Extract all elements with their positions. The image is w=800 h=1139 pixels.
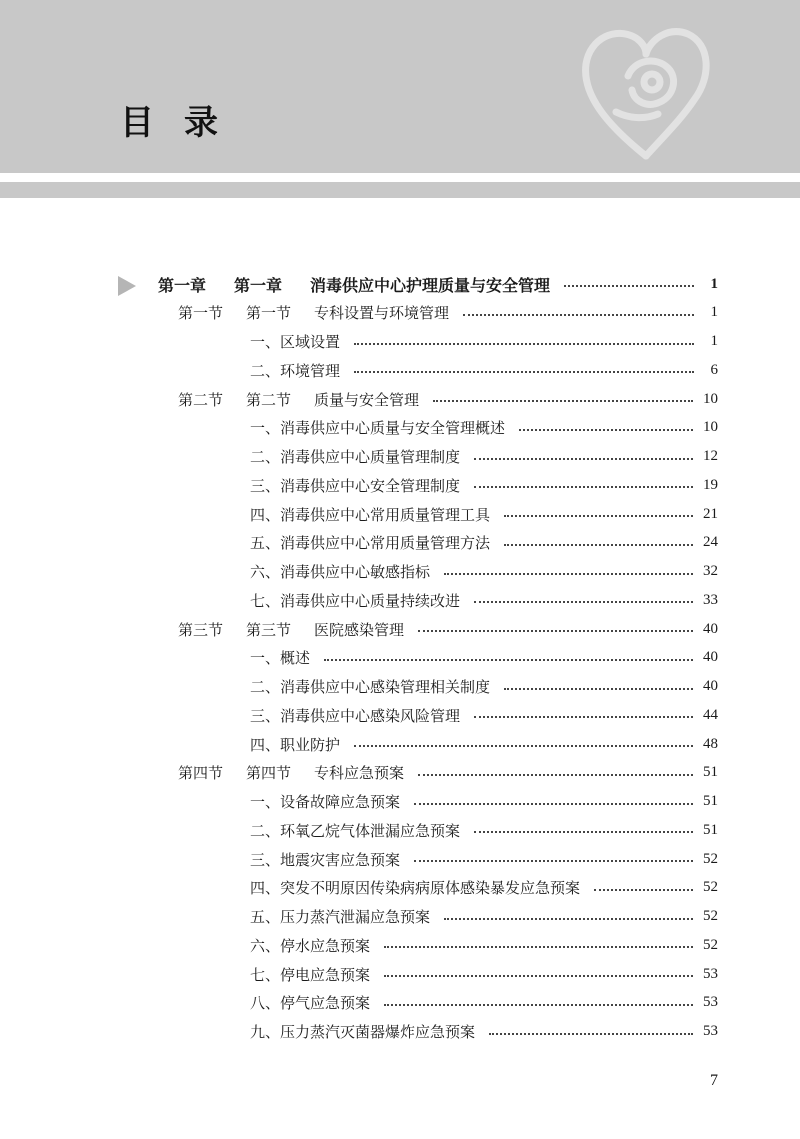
page-ref: 40 xyxy=(703,649,718,666)
toc-item[interactable] xyxy=(250,531,718,555)
item-title: 四、职业防护 xyxy=(250,735,341,754)
toc-item[interactable] xyxy=(250,732,718,756)
toc-section[interactable] xyxy=(178,761,718,785)
item-title: 一、消毒供应中心质量与安全管理概述 xyxy=(250,419,506,438)
dot-leader xyxy=(474,486,693,488)
page-ref: 21 xyxy=(703,505,718,522)
section-number: 第一节 xyxy=(246,304,292,323)
item-title: 八、停气应急预案 xyxy=(250,994,371,1013)
page-ref: 51 xyxy=(703,793,718,809)
dot-leader xyxy=(564,285,694,287)
item-title: 五、压力蒸汽泄漏应急预案 xyxy=(250,908,431,926)
page-ref: 52 xyxy=(703,908,718,924)
dot-leader xyxy=(519,429,693,431)
item-title: 三、地震灾害应急预案 xyxy=(250,850,401,869)
section-number: 第一节 xyxy=(178,304,224,323)
page-ref: 40 xyxy=(703,620,718,637)
dot-leader xyxy=(384,975,693,977)
toc-item[interactable] xyxy=(250,818,718,842)
page-ref: 44 xyxy=(703,706,718,723)
item-title: 三、消毒供应中心感染风险管理 xyxy=(250,706,461,725)
dot-leader xyxy=(354,371,694,373)
page-ref: 52 xyxy=(703,879,718,896)
section-title: 专科应急预案 xyxy=(314,764,405,783)
item-title: 三、消毒供应中心安全管理制度 xyxy=(250,476,461,495)
chapter-marker-arrow-icon xyxy=(118,276,136,296)
toc-item[interactable] xyxy=(250,905,718,929)
section-number: 第三节 xyxy=(246,620,292,639)
page-ref: 48 xyxy=(703,735,718,752)
page-ref: 1 xyxy=(710,275,718,292)
page-ref: 1 xyxy=(710,304,718,321)
dot-leader xyxy=(418,630,693,632)
item-title: 二、消毒供应中心质量管理制度 xyxy=(250,448,461,466)
toc-item[interactable] xyxy=(250,1020,718,1044)
dot-leader xyxy=(384,1004,693,1006)
page-ref: 53 xyxy=(703,1023,718,1039)
section-number: 第二节 xyxy=(246,390,292,409)
page-ref: 1 xyxy=(710,333,718,349)
item-title: 六、消毒供应中心敏感指标 xyxy=(250,563,431,581)
dot-leader xyxy=(504,544,693,546)
page-ref: 32 xyxy=(703,563,718,579)
toc-item[interactable] xyxy=(250,358,718,382)
item-title: 四、突发不明原因传染病病原体感染暴发应急预案 xyxy=(250,879,581,898)
page-number: 7 xyxy=(710,1072,718,1089)
dot-leader xyxy=(384,946,693,948)
item-title: 一、概述 xyxy=(250,649,311,668)
dot-leader xyxy=(474,831,693,833)
toc-item[interactable] xyxy=(250,962,718,986)
item-title: 二、环氧乙烷气体泄漏应急预案 xyxy=(250,821,461,840)
dot-leader xyxy=(433,400,693,402)
item-title: 二、环境管理 xyxy=(250,361,341,380)
page-ref: 19 xyxy=(703,476,718,493)
dot-leader xyxy=(414,803,693,805)
dot-leader xyxy=(474,601,693,603)
chapter-title: 消毒供应中心护理质量与安全管理 xyxy=(310,275,551,295)
dot-leader xyxy=(463,314,694,316)
toc-item[interactable] xyxy=(250,502,718,526)
toc-item[interactable] xyxy=(250,445,718,469)
page-ref: 51 xyxy=(703,764,718,781)
toc-item[interactable] xyxy=(250,847,718,871)
dot-leader xyxy=(489,1033,693,1035)
toc-item[interactable] xyxy=(250,416,718,440)
section-title: 医院感染管理 xyxy=(314,620,405,639)
item-title: 九、压力蒸汽灭菌器爆炸应急预案 xyxy=(250,1023,476,1041)
dot-leader xyxy=(444,918,693,920)
section-number: 第二节 xyxy=(178,390,224,409)
toc-item[interactable] xyxy=(250,991,718,1015)
toc-item[interactable] xyxy=(250,473,718,497)
toc-item[interactable] xyxy=(250,933,718,957)
dot-leader xyxy=(418,774,693,776)
page-ref: 24 xyxy=(703,534,718,551)
toc-chapter[interactable] xyxy=(158,272,718,296)
chapter-number: 第一章 xyxy=(158,275,207,295)
page-ref: 40 xyxy=(703,678,718,694)
dot-leader xyxy=(414,860,693,862)
section-number: 第三节 xyxy=(178,620,224,639)
page-ref: 53 xyxy=(703,965,718,982)
item-title: 六、停水应急预案 xyxy=(250,936,371,955)
page-ref: 33 xyxy=(703,591,718,608)
page-ref: 10 xyxy=(703,390,718,407)
page-ref: 53 xyxy=(703,994,718,1011)
section-title: 质量与安全管理 xyxy=(314,390,420,409)
page-ref: 12 xyxy=(703,448,718,464)
toc-section[interactable] xyxy=(178,617,718,641)
dot-leader xyxy=(474,716,693,718)
page-title: 目录 xyxy=(120,103,248,143)
toc-item[interactable] xyxy=(250,588,718,612)
dot-leader xyxy=(594,889,693,891)
item-title: 一、区域设置 xyxy=(250,333,341,351)
page-ref: 52 xyxy=(703,850,718,867)
item-title: 七、停电应急预案 xyxy=(250,965,371,984)
dot-leader xyxy=(504,515,693,517)
toc-item[interactable] xyxy=(250,646,718,670)
toc-section[interactable] xyxy=(178,387,718,411)
header-stripe xyxy=(0,182,800,198)
item-title: 二、消毒供应中心感染管理相关制度 xyxy=(250,678,491,696)
toc-item[interactable] xyxy=(250,330,718,354)
item-title: 七、消毒供应中心质量持续改进 xyxy=(250,591,461,610)
item-title: 四、消毒供应中心常用质量管理工具 xyxy=(250,505,491,524)
section-title: 专科设置与环境管理 xyxy=(314,304,450,323)
chapter-number: 第一章 xyxy=(234,275,283,295)
page-ref: 10 xyxy=(703,419,718,436)
dot-leader xyxy=(354,343,694,345)
dot-leader xyxy=(324,659,693,661)
toc-item[interactable] xyxy=(250,560,718,584)
toc-item[interactable] xyxy=(250,675,718,699)
toc-item[interactable] xyxy=(250,703,718,727)
dot-leader xyxy=(354,745,693,747)
heart-mother-child-logo-icon xyxy=(576,16,716,164)
page-ref: 6 xyxy=(710,361,718,378)
item-title: 一、设备故障应急预案 xyxy=(250,793,401,811)
dot-leader xyxy=(444,573,693,575)
dot-leader xyxy=(474,458,693,460)
toc-section[interactable] xyxy=(178,301,718,325)
item-title: 五、消毒供应中心常用质量管理方法 xyxy=(250,534,491,553)
toc-item[interactable] xyxy=(250,876,718,900)
section-number: 第四节 xyxy=(246,764,292,783)
dot-leader xyxy=(504,688,693,690)
section-number: 第四节 xyxy=(178,764,224,783)
page-ref: 51 xyxy=(703,821,718,838)
toc-item[interactable] xyxy=(250,790,718,814)
page-ref: 52 xyxy=(703,936,718,953)
